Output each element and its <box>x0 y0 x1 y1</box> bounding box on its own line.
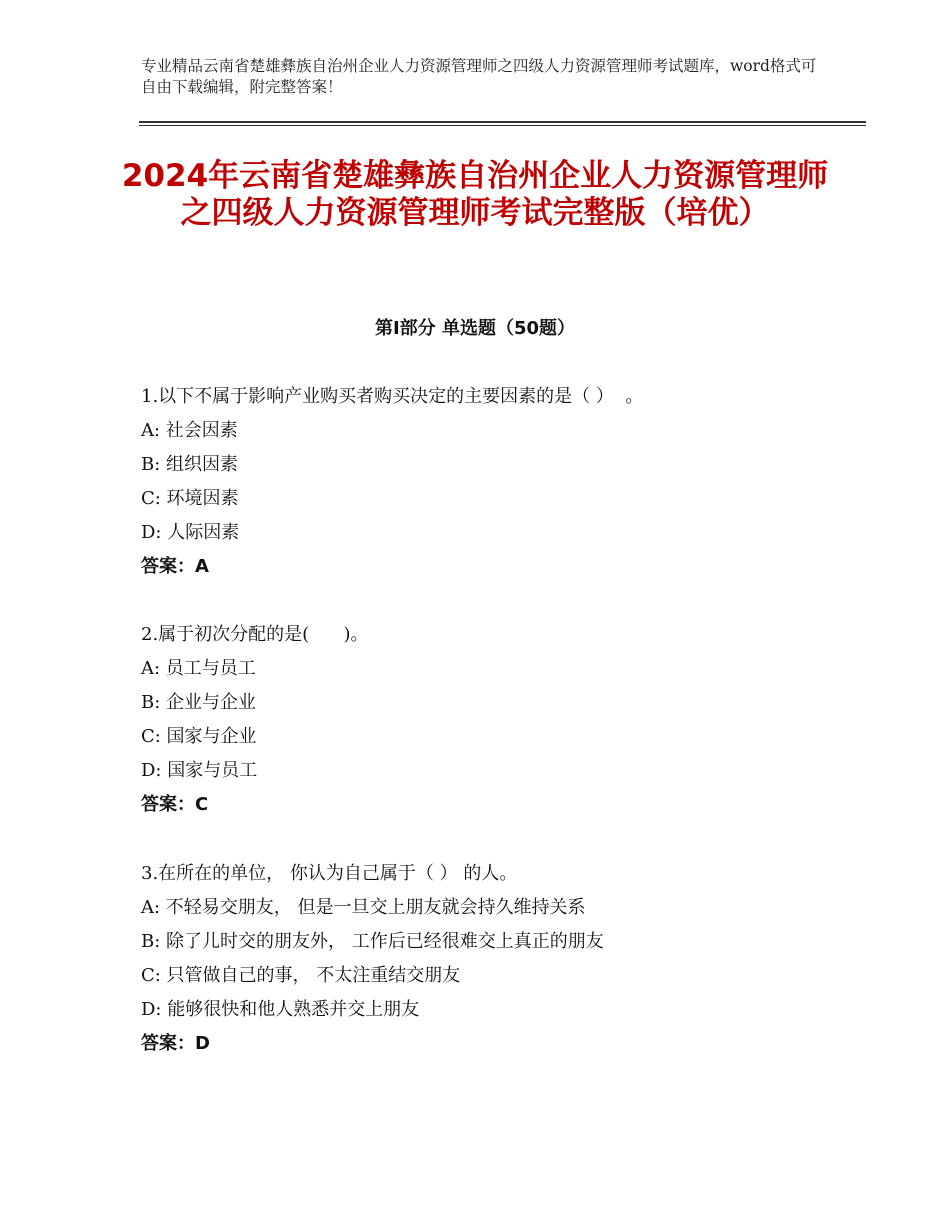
option-d: D: 国家与员工 <box>141 760 258 781</box>
answer-label: 答案：D <box>141 1033 210 1054</box>
question-stem: 1.以下不属于影响产业购买者购买决定的主要因素的是（ ） 。 <box>141 386 644 407</box>
option-c: C: 环境因素 <box>141 488 239 509</box>
option-a: A: 社会因素 <box>141 420 238 441</box>
option-b: B: 组织因素 <box>141 454 239 475</box>
option-b: B: 除了儿时交的朋友外， 工作后已经很难交上真正的朋友 <box>141 931 604 952</box>
header-divider-thin <box>139 125 866 126</box>
question-stem: 2.属于初次分配的是( )。 <box>141 624 369 645</box>
header-note: 专业精品云南省楚雄彝族自治州企业人力资源管理师之四级人力资源管理师考试题库，word格式可自由下载编辑，附完整答案！ <box>141 57 817 96</box>
document-title: 2024年云南省楚雄彝族自治州企业人力资源管理师之四级人力资源管理师考试完整版（培优） <box>121 158 829 231</box>
section-title: 第Ⅰ部分 单选题（50题） <box>374 318 575 339</box>
header-divider-thick <box>139 121 866 123</box>
question-stem: 3.在所在的单位， 你认为自己属于（ ） 的人。 <box>141 863 518 884</box>
question-1 <box>141 380 861 584</box>
answer-label: 答案：C <box>141 794 209 815</box>
option-d: D: 能够很快和他人熟悉并交上朋友 <box>141 999 420 1020</box>
question-3 <box>141 857 861 1061</box>
answer-label: 答案：A <box>141 556 209 577</box>
option-d: D: 人际因素 <box>141 522 240 543</box>
option-c: C: 只管做自己的事， 不太注重结交朋友 <box>141 965 461 986</box>
question-2 <box>141 618 861 822</box>
option-b: B: 企业与企业 <box>141 692 257 713</box>
option-a: A: 员工与员工 <box>141 658 256 679</box>
option-c: C: 国家与企业 <box>141 726 257 747</box>
option-a: A: 不轻易交朋友， 但是一旦交上朋友就会持久维持关系 <box>141 897 586 918</box>
